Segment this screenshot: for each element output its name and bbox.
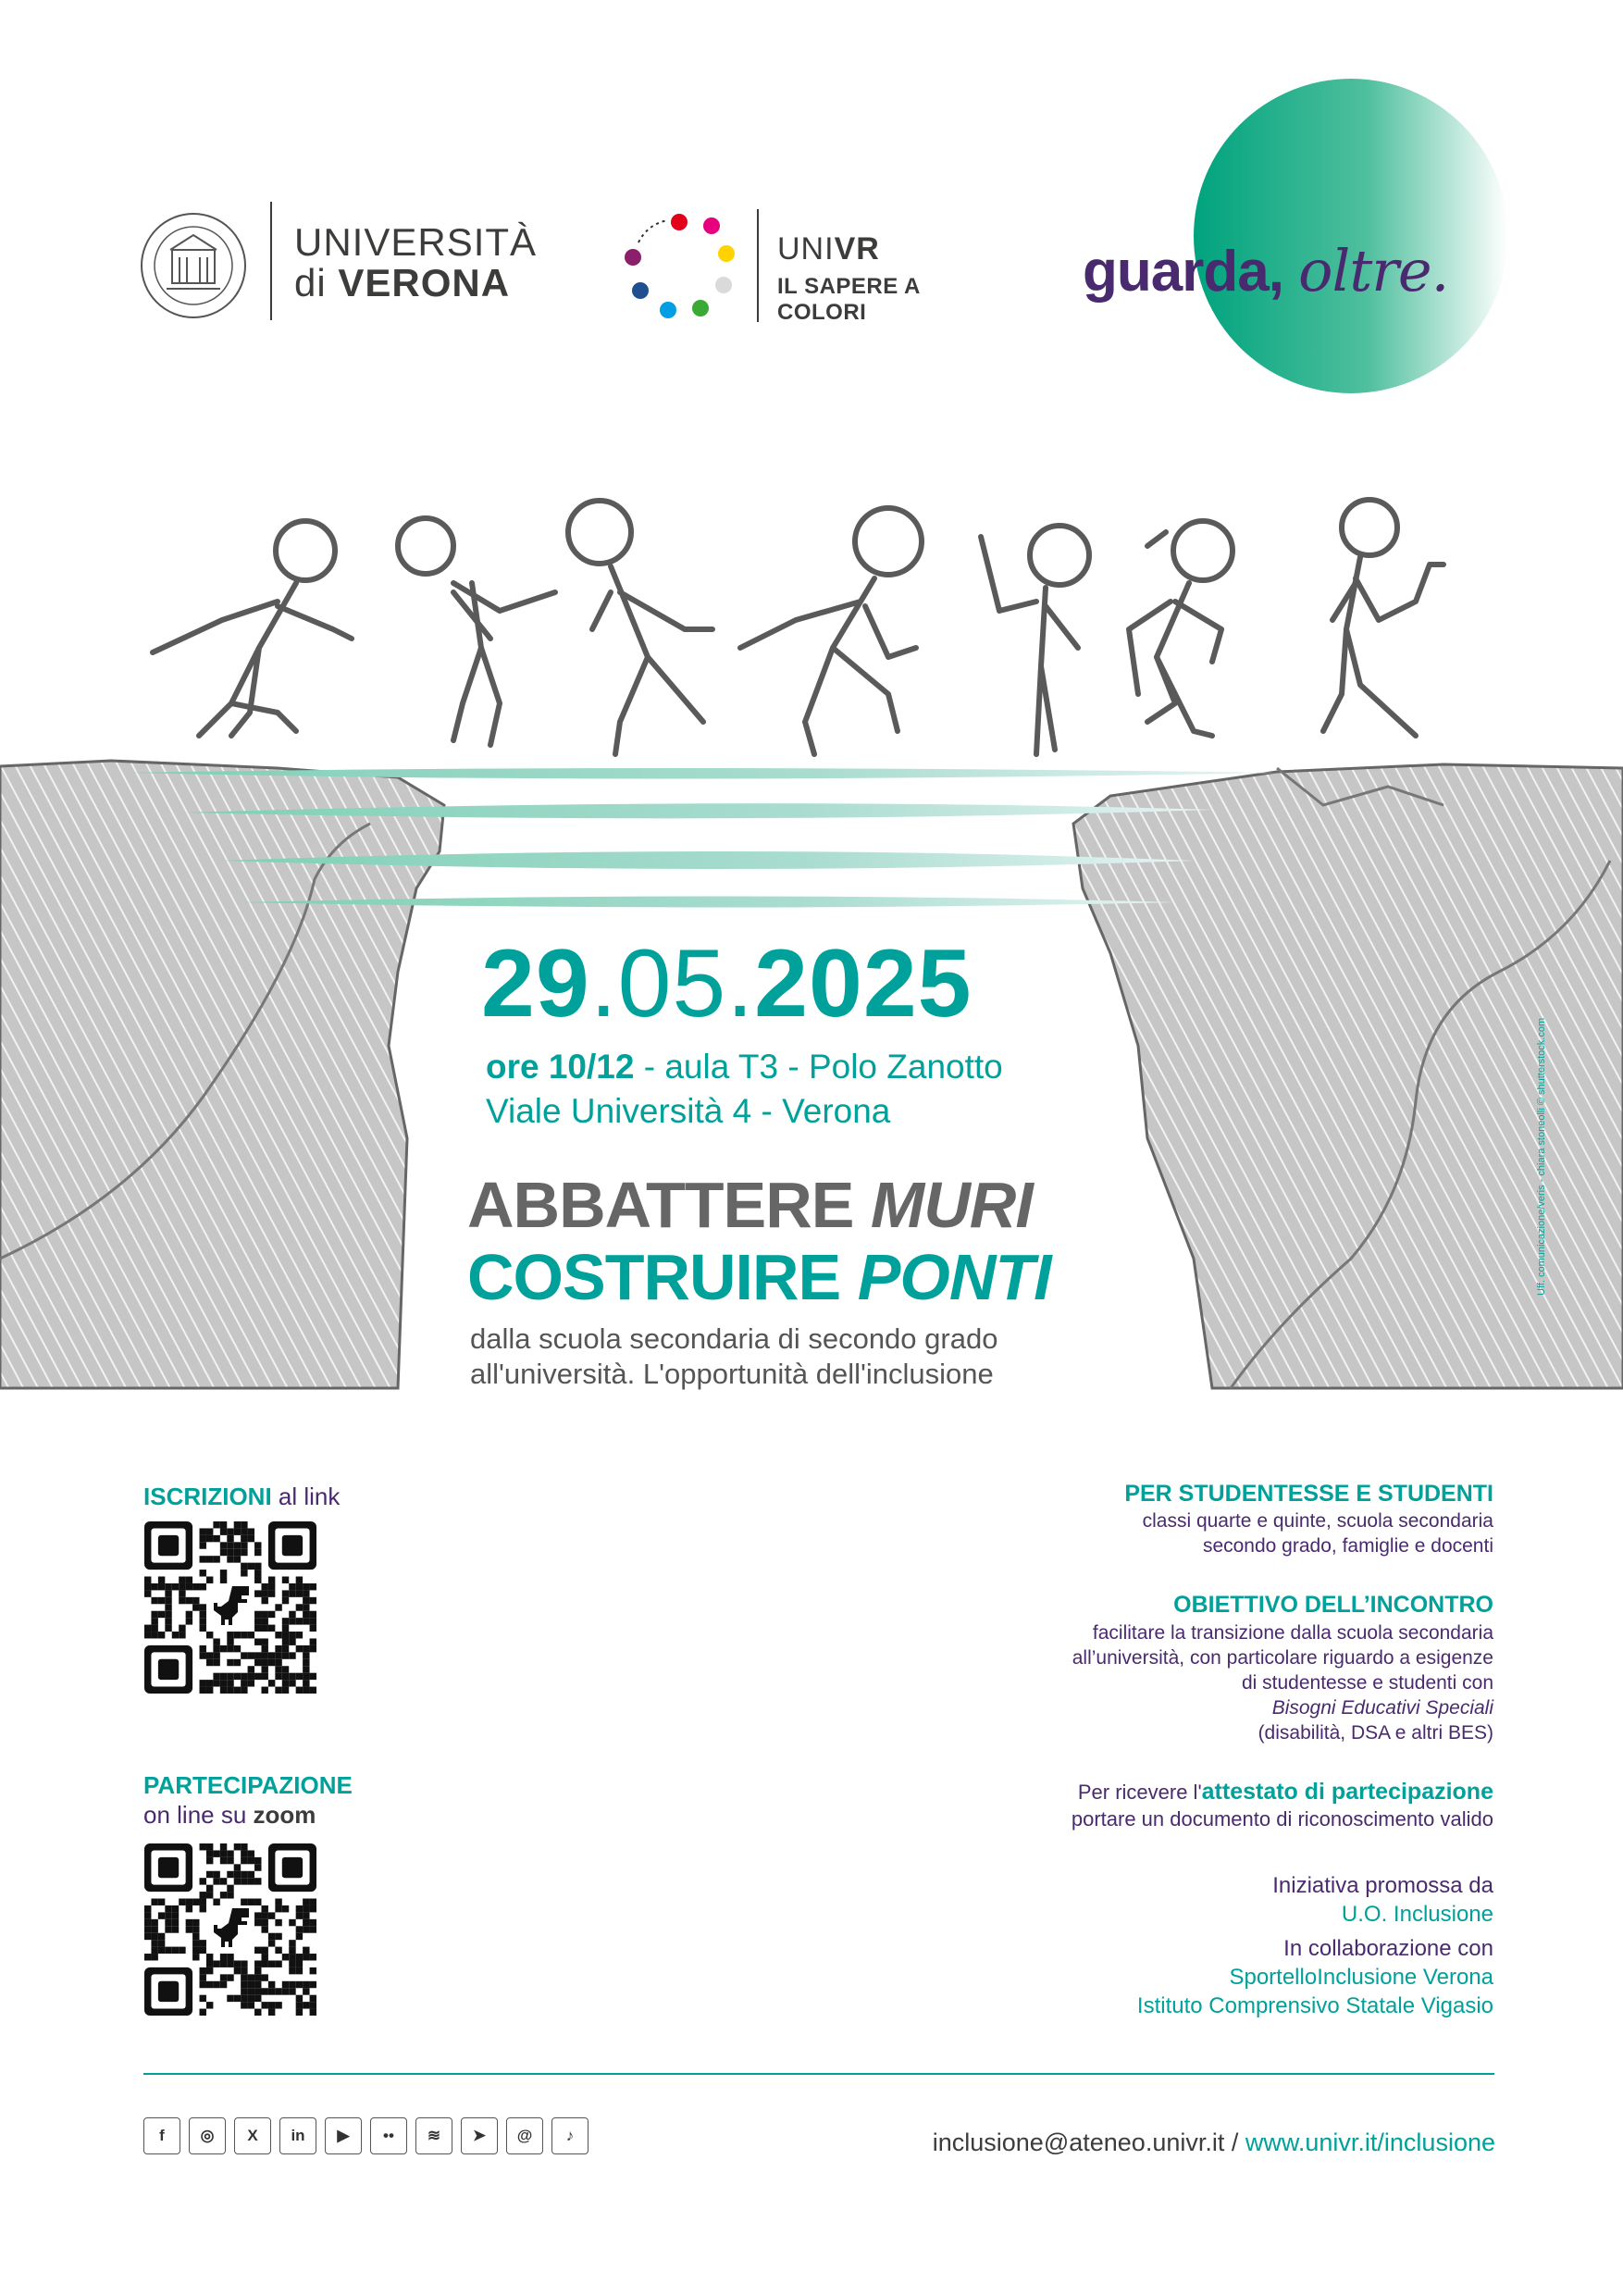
- univr-tagline: IL SAPERE A COLORI: [777, 274, 920, 325]
- university-name-prefix: di: [294, 261, 327, 304]
- linkedin-icon[interactable]: in: [279, 2117, 316, 2154]
- event-time: ore 10/12: [486, 1048, 635, 1086]
- left-cliff: [0, 761, 444, 1388]
- logo-divider: [270, 202, 272, 320]
- stick-figure: [1323, 500, 1443, 736]
- event-address: Viale Università 4 - Verona: [486, 1092, 891, 1130]
- threads-icon[interactable]: @: [506, 2117, 543, 2154]
- objective-text: [1072, 1620, 1493, 1745]
- contact-email[interactable]: inclusione@ateneo.univr.it: [932, 2128, 1225, 2156]
- participation-label: PARTECIPAZIONE: [143, 1771, 353, 1799]
- footer-divider: [143, 2073, 1494, 2075]
- objective-line: facilitare la transizione dalla scuola secondaria: [1092, 1622, 1493, 1644]
- participation-sub: [143, 1801, 316, 1830]
- guarda-oltre-circle: [1189, 74, 1513, 398]
- youtube-icon[interactable]: ▶: [325, 2117, 362, 2154]
- objective-heading: OBIETTIVO DELL’INCONTRO: [1173, 1592, 1493, 1618]
- title-muri: MURI: [870, 1169, 1033, 1241]
- objective-line: di studentesse e studenti con: [1241, 1672, 1493, 1694]
- university-name-verona: VERONA: [338, 261, 511, 304]
- title-line-1: [467, 1168, 1033, 1242]
- university-name: [294, 222, 537, 304]
- telegram-icon[interactable]: ➤: [461, 2117, 498, 2154]
- certificate-info: [1072, 1779, 1493, 1832]
- contacts: [933, 2128, 1495, 2157]
- logo-divider: [757, 209, 759, 322]
- subtitle-line-2: all'università. L'opportunità dell'inclusione: [470, 1358, 994, 1390]
- dinosaur-icon: [214, 1908, 249, 1947]
- image-credit: Uff. comunicazione/veris - chiara stoneolli © shutterstock.com: [1536, 1017, 1547, 1296]
- stick-figure: [398, 518, 555, 745]
- subtitle-line-1: dalla scuola secondaria di secondo grado: [470, 1322, 998, 1355]
- spotify-icon[interactable]: ≋: [415, 2117, 452, 2154]
- collaboration-org: SportelloInclusione Verona: [1229, 1965, 1493, 1990]
- univr-wordmark: [777, 231, 880, 267]
- univr-prefix: UNI: [777, 231, 835, 267]
- x-icon[interactable]: X: [234, 2117, 271, 2154]
- date-day: 29: [481, 930, 590, 1037]
- objective-line: (disabilità, DSA e altri BES): [1258, 1722, 1493, 1744]
- collaboration-org: Istituto Comprensivo Statale Vigasio: [1136, 1993, 1493, 2018]
- stick-figure: [981, 526, 1089, 754]
- contact-separator: /: [1224, 2128, 1245, 2156]
- colored-dots-ring-icon: [620, 205, 740, 326]
- title-ponti: PONTI: [857, 1241, 1051, 1313]
- stick-figure: [153, 521, 352, 736]
- zoom-qr-code[interactable]: [144, 1843, 316, 2016]
- promoted-by-label: Iniziativa promossa da: [1272, 1873, 1493, 1898]
- promoters: [1137, 1871, 1493, 2020]
- contact-website[interactable]: www.univr.it/inclusione: [1245, 2128, 1495, 2156]
- university-logo[interactable]: [139, 202, 538, 331]
- objective-line: all’università, con particolare riguardo a esigenze: [1072, 1647, 1493, 1669]
- audience-line: secondo grado, famiglie e docenti: [1202, 1535, 1493, 1557]
- audience-heading: PER STUDENTESSE E STUDENTI: [1124, 1481, 1493, 1507]
- stick-figure: [568, 501, 712, 754]
- event-room: - aula T3 - Polo Zanotto: [634, 1048, 1003, 1086]
- stick-figure: [1129, 521, 1233, 736]
- university-name-line1: UNIVERSITÀ: [294, 220, 538, 264]
- event-date: [481, 929, 973, 1039]
- certificate-bold: attestato di partecipazione: [1201, 1779, 1493, 1805]
- zoom-wordmark: zoom: [253, 1801, 316, 1829]
- collaboration-label: In collaborazione con: [1283, 1936, 1493, 1961]
- stick-figure: [740, 508, 922, 754]
- guarda-text: guarda,: [1083, 240, 1283, 304]
- oltre-text: oltre.: [1298, 237, 1449, 304]
- university-seal-icon: [139, 211, 248, 320]
- tiktok-icon[interactable]: ♪: [551, 2117, 588, 2154]
- audience-text: [1143, 1508, 1493, 1558]
- title-abbattere: ABBATTERE: [467, 1169, 871, 1241]
- date-month: .05.: [589, 930, 755, 1037]
- title-costruire: COSTRUIRE: [467, 1241, 858, 1313]
- social-links: [143, 2117, 588, 2156]
- title-line-2: [467, 1240, 1051, 1314]
- registration-label-rest: al link: [271, 1483, 341, 1510]
- guarda-oltre-logo: [1083, 237, 1448, 304]
- flickr-icon[interactable]: ••: [370, 2117, 407, 2154]
- instagram-icon[interactable]: ◎: [189, 2117, 226, 2154]
- event-time-location: [486, 1048, 1003, 1086]
- date-year: 2025: [754, 930, 973, 1037]
- certificate-line-2: portare un documento di riconoscimento valido: [1071, 1807, 1493, 1831]
- univr-colori-logo[interactable]: [620, 205, 1009, 335]
- participation-sub-text: on line su: [143, 1801, 254, 1829]
- registration-label-bold: ISCRIZIONI: [143, 1483, 272, 1510]
- event-subtitle: [470, 1322, 1118, 1392]
- promoted-by-org: U.O. Inclusione: [1341, 1902, 1493, 1927]
- registration-qr-code[interactable]: [144, 1521, 316, 1694]
- facebook-icon[interactable]: f: [143, 2117, 180, 2154]
- univr-bold: VR: [834, 231, 880, 267]
- dinosaur-icon: [214, 1586, 249, 1625]
- certificate-prefix: Per ricevere l': [1077, 1781, 1202, 1804]
- registration-label: [143, 1483, 340, 1511]
- audience-line: classi quarte e quinte, scuola secondaria: [1142, 1510, 1493, 1532]
- objective-bes: Bisogni Educativi Speciali: [1271, 1697, 1493, 1719]
